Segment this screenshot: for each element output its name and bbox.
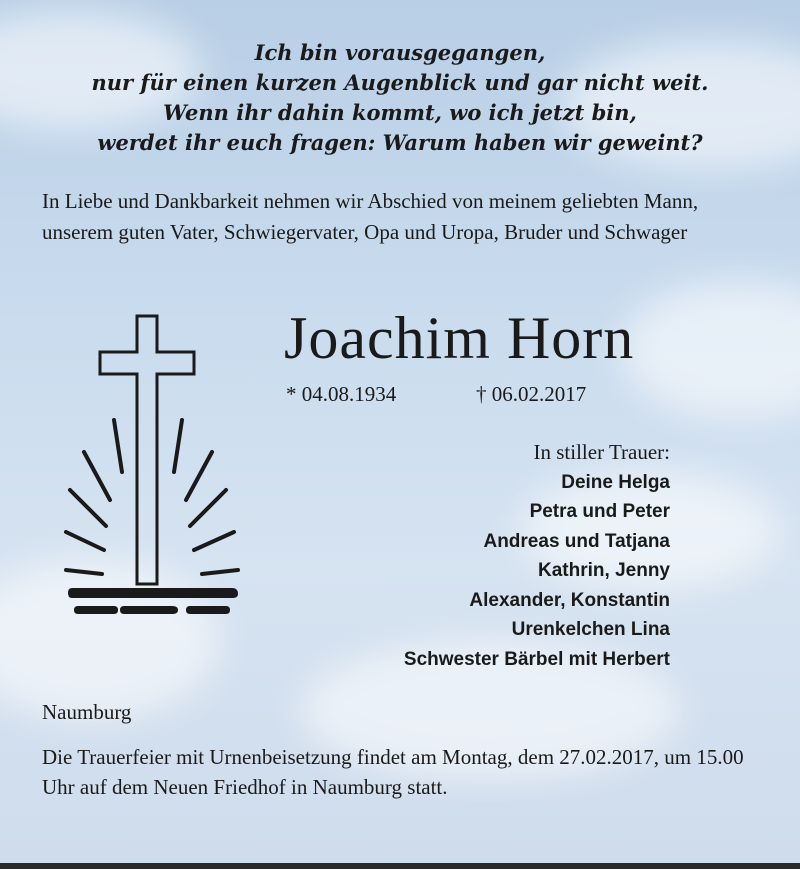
bottom-border	[0, 863, 800, 869]
mourner-name: Urenkelchen Lina	[511, 619, 670, 640]
mourner-name: Alexander, Konstantin	[469, 589, 670, 611]
mourner-name: Deine Helga	[561, 471, 670, 493]
service-details: Die Trauerfeier mit Urnenbeisetzung findet am Montag, dem 27.02.2017, um 15.00 Uhr auf dem Neuen Friedhof in Naumburg statt.	[42, 745, 744, 799]
deceased-name: Joachim Horn	[284, 305, 635, 371]
mourner-name: Andreas und Tatjana	[483, 530, 670, 552]
mourner-name: Petra und Peter	[529, 501, 670, 522]
mourners-heading: In stiller Trauer:	[533, 440, 670, 464]
poem-line: werdet ihr euch fragen: Warum haben wir geweint?	[97, 130, 703, 155]
intro-text: In Liebe und Dankbarkeit nehmen wir Abschied von meinem geliebten Mann, unserem guten Vater, Schwiegervater, Opa und Uropa, Bruder und Schwager	[42, 189, 699, 244]
death-date: † 06.02.2017	[476, 382, 587, 406]
mourner-name: Kathrin, Jenny	[538, 560, 670, 581]
mourners-list	[404, 438, 670, 674]
poem	[0, 38, 800, 158]
birth-date: * 04.08.1934	[286, 382, 397, 406]
poem-line: Wenn ihr dahin kommt, wo ich jetzt bin,	[163, 100, 637, 125]
poem-line: nur für einen kurzen Augenblick und gar nicht weit.	[91, 70, 709, 95]
cloud	[620, 280, 800, 420]
place-name: Naumburg	[42, 700, 132, 724]
poem-line: Ich bin vorausgegangen,	[254, 40, 546, 65]
cross-rising-sun-icon	[62, 312, 262, 624]
mourner-name: Schwester Bärbel mit Herbert	[403, 648, 670, 670]
